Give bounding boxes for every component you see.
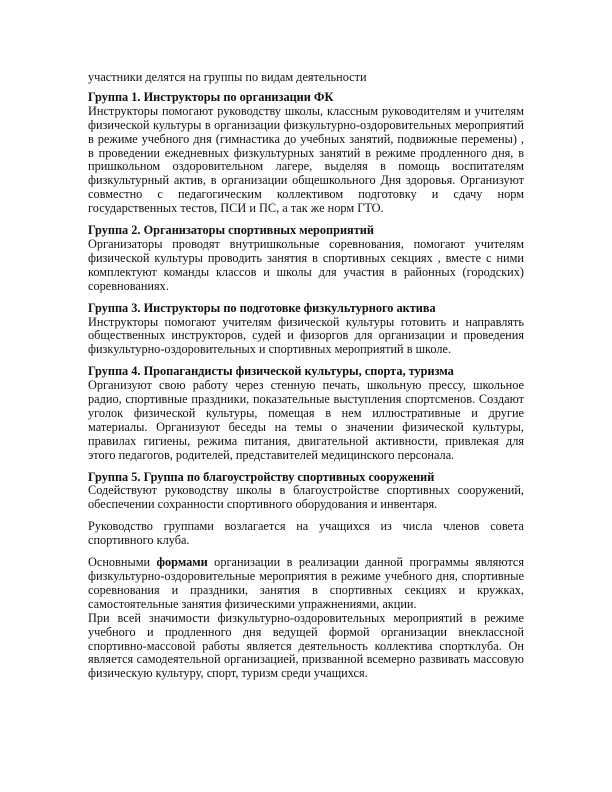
leadership-paragraph: Руководство группами возлагается на учащихся из числа членов совета спортивного клуба. bbox=[88, 519, 524, 548]
forms-text-after: организации в реализации данной программы являются физкультурно-оздоровительные мероприятия в режиме учебного дня, спортивные соревнования и праздники, занятия в спортивных секциях и кружках, самостоятельные занятия физическими упражнениями, акции. bbox=[88, 555, 524, 611]
group-2-section bbox=[88, 224, 524, 294]
group-4-heading: Группа 4. Пропагандисты физической культуры, спорта, туризма bbox=[88, 364, 454, 379]
group-1-text: Инструкторы помогают руководству школы, классным руководителям и учителям физической культуры в организации физкультурно-оздоровительных мероприятий в режиме учебного дня (гимнастика до учебных занятий, подвижные перемены) , в проведении ежедневных физкультурных занятий в режиме продленного дня, в пришкольном оздоровительном лагере, выделяя в помощь воспитателям физкультурный актив, в организации общешкольного Дня здоровья. Организуют совместно с педагогическим коллективом подготовку и сдачу норм государственных тестов, ПСИ и ПС, а так же норм ГТО. bbox=[88, 103, 524, 216]
conclusion-paragraph: При всей значимости физкультурно-оздоровительных мероприятий в режиме учебного и продленного дня ведущей формой организации внеклассной спортивно-массовой работы является деятельность коллектива спортклуба. Он является самодеятельной организацией, призванной всемерно развивать массовую физическую культуру, спорт, туризм среди учащихся. bbox=[88, 610, 524, 681]
group-2-text: Организаторы проводят внутришкольные соревнования, помогают учителям физической культуры проводить занятия в спортивных секциях , вместе с ними комплектуют команды классов и школы для участия в районных (городских) соревнованиях. bbox=[88, 236, 524, 293]
group-4-section bbox=[88, 365, 524, 462]
group-5-heading: Группа 5. Группа по благоустройству спортивных сооружений bbox=[88, 469, 435, 484]
document-page bbox=[88, 71, 524, 689]
intro-line: участники делятся на группы по видам деятельности bbox=[88, 70, 367, 84]
group-3-heading: Группа 3. Инструкторы по подготовке физкультурного актива bbox=[88, 300, 436, 315]
group-5-section bbox=[88, 471, 524, 513]
group-1-section bbox=[88, 91, 524, 216]
group-3-section bbox=[88, 302, 524, 358]
group-3-text: Инструкторы помогают учителям физической культуры готовить и направлять общественных инструкторов, судей и физоргов для организации и проведения физкультурно-оздоровительных и спортивных мероприятий в школе. bbox=[88, 314, 524, 357]
group-1-heading: Группа 1. Инструкторы по организации ФК bbox=[88, 89, 334, 104]
forms-paragraph bbox=[88, 556, 524, 612]
forms-bold-word: формами bbox=[156, 555, 208, 570]
group-4-text: Организуют свою работу через стенную печать, школьную прессу, школьное радио, спортивные праздники, показательные выступления спортсменов. Создают уголок физической культуры, помещая в нем иллюстративные и другие материалы. Организуют беседы на темы о значении физической культуры, правилах гигиены, режима питания, двигательной активности, привлекая для этого педагогов, родителей, представителей медицинского персонала. bbox=[88, 378, 524, 462]
group-2-heading: Группа 2. Организаторы спортивных мероприятий bbox=[88, 223, 374, 238]
forms-text-before: Основными bbox=[88, 555, 157, 570]
group-5-text: Содействуют руководству школы в благоустройстве спортивных сооружений, обеспечении сохранности спортивного оборудования и инвентаря. bbox=[88, 483, 524, 512]
